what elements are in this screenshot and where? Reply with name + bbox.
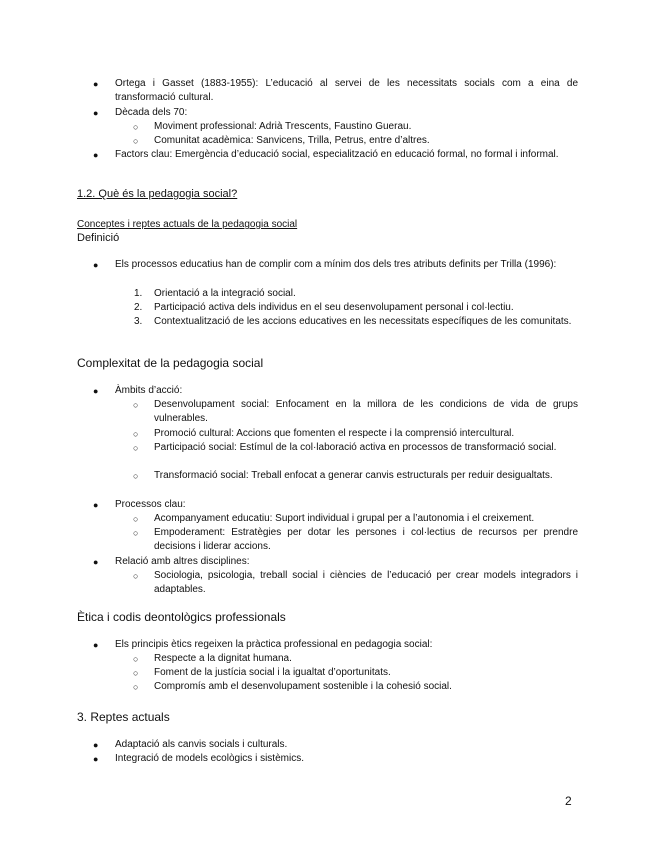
bullet-disc: ● [93,150,99,160]
complexitat-heading: Complexitat de la pedagogia social [77,356,264,370]
bullet-disc: ● [93,386,99,396]
etica-item [133,680,578,694]
bullet-circle: ○ [133,400,139,410]
bullet-relacio [93,555,578,569]
bullet-circle: ○ [133,528,139,538]
bullet-circle: ○ [133,668,139,678]
factors-text: Factors clau: Emergència d’educació social, especialització en educació formal, no formal i informal. [115,149,559,160]
bullet-circle: ○ [133,571,139,581]
etica-item [133,666,578,680]
relacio-text: Sociologia, psicologia, treball social i ciències de l’educació per crear models integradors i adaptables. [154,570,578,595]
atribut-item [134,301,578,315]
etica-heading: Ètica i codis deontològics professionals [77,610,286,624]
processos-label: Processos clau: [115,499,186,510]
atribut-text: Contextualització de les accions educatives en les necessitats específiques de les comunitats. [154,316,572,327]
ambit-item [133,469,578,483]
atribut-number: 1. [134,288,143,299]
bullet-circle: ○ [133,122,139,132]
reptes-heading: 3. Reptes actuals [77,710,170,724]
bullet-disc: ● [93,557,99,567]
ambit-text: Desenvolupament social: Enfocament en la millora de les condicions de vida de grups vulnerables. [154,399,578,424]
page-number: 2 [565,794,572,808]
repte-text: Adaptació als canvis socials i culturals. [115,739,288,750]
atribut-text: Orientació a la integració social. [154,288,296,299]
bullet-processos [93,498,578,512]
section-heading-1-2: 1.2. Què és la pedagogia social? [77,188,238,200]
repte-item [93,752,578,766]
definicio-text: Els processos educatius han de complir com a mínim dos dels tres atributs definits per Trilla (1996): [115,259,557,270]
bullet-circle: ○ [133,654,139,664]
atribut-text: Participació activa dels individus en el seu desenvolupament personal i col·lectiu. [154,302,514,313]
bullet-circle: ○ [133,136,139,146]
atribut-number: 2. [134,302,143,313]
decada-item [133,120,578,134]
relacio-label: Relació amb altres disciplines: [115,556,250,567]
proces-item [133,526,578,554]
proces-text: Empoderament: Estratègies per dotar les persones i col·lectius de recursos per prendre decisions i liderar accions. [154,527,578,552]
etica-item-text: Compromís amb el desenvolupament sostenible i la cohesió social. [154,681,452,692]
repte-item [93,738,578,752]
ambit-text: Participació social: Estímul de la col·laboració activa en processos de transformació social. [154,442,557,453]
bullet-decada [93,106,578,120]
decada-text: Dècada dels 70: [115,107,188,118]
decada-item-text: Comunitat acadèmica: Sanvicens, Trilla, Petrus, entre d’altres. [154,135,430,146]
bullet-disc: ● [93,500,99,510]
principis-text: Els principis ètics regeixen la pràctica professional en pedagogia social: [115,639,433,650]
ambit-text: Promoció cultural: Accions que fomenten el respecte i la comprensió intercultural. [154,428,515,439]
bullet-disc: ● [93,640,99,650]
bullet-disc: ● [93,79,99,89]
bullet-disc: ● [93,740,99,750]
bullet-ortega [93,77,578,105]
bullet-definicio [93,258,578,272]
conceptes-subheading: Conceptes i reptes actuals de la pedagogia social [77,219,298,230]
bullet-principis [93,638,578,652]
bullet-circle: ○ [133,443,139,453]
ambits-label: Àmbits d’acció: [115,385,183,396]
bullet-disc: ● [93,260,99,270]
proces-item [133,512,578,526]
ambit-item [133,441,578,455]
decada-item [133,134,578,148]
bullet-circle: ○ [133,682,139,692]
proces-text: Acompanyament educatiu: Suport individual i grupal per a l’autonomia i el creixement. [154,513,535,524]
etica-item-text: Respecte a la dignitat humana. [154,653,292,664]
ambit-item [133,427,578,441]
etica-item-text: Foment de la justícia social i la igualtat d’oportunitats. [154,667,391,678]
atribut-item [134,287,578,301]
bullet-disc: ● [93,108,99,118]
etica-item [133,652,578,666]
bullet-circle: ○ [133,471,139,481]
decada-item-text: Moviment professional: Adrià Trescents, Faustino Guerau. [154,121,412,132]
ambit-item [133,398,578,426]
definicio-label: Definició [77,232,120,244]
ambit-text: Transformació social: Treball enfocat a generar canvis estructurals per reduir desigualtats. [154,470,553,481]
repte-text: Integració de models ecològics i sistèmics. [115,753,304,764]
bullet-ambits [93,384,578,398]
bullet-factors [93,148,578,162]
atribut-number: 3. [134,316,143,327]
bullet-circle: ○ [133,514,139,524]
bullet-circle: ○ [133,429,139,439]
bullet-disc: ● [93,754,99,764]
atribut-item [134,315,578,329]
ortega-text: Ortega i Gasset (1883-1955): L’educació al servei de les necessitats socials com a eina de transformació cultural. [115,78,578,103]
relacio-item [133,569,578,597]
